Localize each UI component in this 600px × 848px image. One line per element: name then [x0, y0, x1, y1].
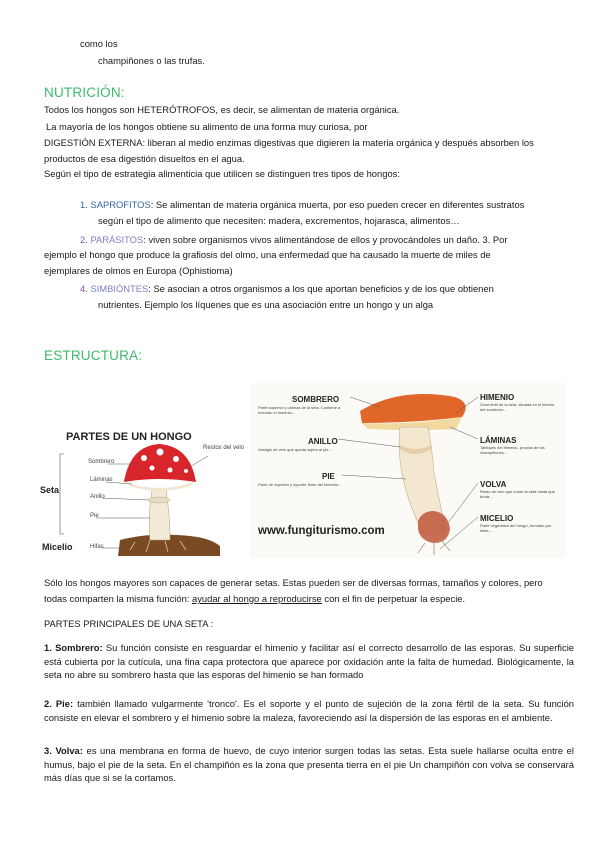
- label-micelio: MICELIO: [480, 514, 514, 523]
- label-seta: Seta: [40, 485, 60, 495]
- intro-line-2: champiñones o las trufas.: [98, 55, 205, 66]
- label-himenio: HIMENIO: [480, 393, 515, 402]
- list-text: : Se alimentan de materia orgánica muerta, por eso pueden crecer en diferentes sustratos: [150, 199, 525, 210]
- structure-p1b-post: con el fin de perpetuar la especie.: [321, 593, 466, 604]
- desc-himenio: Zona fértil de la seta, situada en el interior del sombrero...: [480, 402, 555, 412]
- nutrition-p2: La mayoría de los hongos obtiene su alimento de una forma muy curiosa, por: [46, 121, 368, 132]
- label-laminas: Láminas: [90, 477, 113, 483]
- part-pie-text: también llamado vulgarmente 'tronco'. Es el soporte y el punto de sujeción de la zona fértil de la seta. Su función consiste en elevar el sombrero y el himenio sobre la maleza, favoreciendo así la dispersión de las esporas en el ambiente.: [44, 698, 574, 723]
- label-restos-velo: Restos del velo: [203, 445, 245, 451]
- part-sombrero-title: 1. Sombrero:: [44, 642, 103, 653]
- list-item-parasitos-cont2: ejemplares de olmos en Europa (Ophistioma): [44, 265, 233, 276]
- intro-line-1: como los: [80, 38, 118, 49]
- structure-heading: ESTRUCTURA:: [44, 348, 143, 363]
- desc-volva: Resto de velo que cubre la seta hasta que brota...: [480, 489, 555, 499]
- label-laminas: LÁMINAS: [480, 436, 517, 445]
- part-volva-title: 3. Volva:: [44, 745, 83, 756]
- structure-p1b-pre: todas comparten la misma función:: [44, 593, 192, 604]
- desc-sombrero: Parte superior y cabeza de la seta. Contiene a menudo el himenio...: [258, 405, 341, 415]
- list-text: : viven sobre organismos vivos alimentándose de ellos y provocándoles un daño. 3. Por: [143, 234, 508, 245]
- list-title: SIMBIÓNTES: [90, 283, 149, 294]
- nutrition-p1: Todos los hongos son HETERÓTROFOS, es decir, se alimentan de materia orgánica.: [44, 104, 400, 115]
- list-item-saprofitos-cont: según el tipo de alimento que necesiten: madera, excrementos, hojarasca, alimentos…: [98, 215, 460, 226]
- desc-laminas: Tabiques del himenio, propios de los champiñones...: [480, 445, 545, 455]
- parts-title: PARTES PRINCIPALES DE UNA SETA :: [44, 618, 214, 629]
- list-number: 1.: [80, 199, 88, 210]
- list-item-simbiontes-cont: nutrientes. Ejemplo los líquenes que es una asociación entre un hongo y un alga: [98, 299, 434, 310]
- nutrition-p5: Según el tipo de estrategia alimenticia que utilicen se distinguen tres tipos de hongos:: [44, 168, 400, 179]
- label-micelio: Micelio: [42, 542, 73, 552]
- structure-p1b-underlined: ayudar al hongo a reproducirse: [192, 593, 322, 604]
- part-volva: [44, 744, 574, 785]
- fungiturismo-diagram: [250, 383, 565, 558]
- nutrition-p4: productos de esa digestión disueltos en el agua.: [44, 153, 245, 164]
- label-anillo: Anillo: [90, 494, 105, 500]
- label-sombrero: Sombrero: [88, 459, 115, 465]
- label-sombrero: SOMBRERO: [292, 395, 340, 404]
- desc-pie: Parte de sujeción y soporte firme del himenio...: [258, 482, 342, 487]
- part-sombrero: [44, 641, 574, 682]
- nutrition-heading: NUTRICIÓN:: [44, 85, 125, 100]
- list-item-parasitos-cont1: ejemplo el hongo que produce la grafiosis del olmo, una enfermedad que ha causado la muerte de miles de: [44, 249, 491, 260]
- label-volva: VOLVA: [480, 480, 507, 489]
- nutrition-p3: DIGESTIÓN EXTERNA: liberan al medio enzimas digestivas que digieren la materia orgánica y después absorben los: [44, 137, 534, 148]
- desc-micelio: Parte vegetativa del hongo, formado por hifas...: [480, 523, 552, 533]
- list-text: : Se asocian a otros organismos a los que aportan beneficios y de los que obtienen: [148, 283, 494, 294]
- list-item-saprofitos: [80, 198, 524, 212]
- label-anillo: ANILLO: [308, 437, 338, 446]
- structure-p1b: [44, 592, 465, 606]
- part-volva-text: es una membrana en forma de huevo, de cuyo interior surgen todas las setas. Esta suele hallarse oculta entre el humus, bajo el pie de la seta. En el champiñón es la zona que presenta tierra en el pie Un champiñón con volva se conservará más días que si se la cortamos.: [44, 745, 574, 784]
- list-title: PARÁSITOS: [90, 234, 144, 245]
- part-sombrero-text: Su función consiste en resguardar el himenio y facilitar así el correcto desarrollo de las esporas. Su superficie está cubierta por la cutícula, una fina capa protectora que aparece por oxidación ante la falta de humedad. Biológicamente, la seta no abre su sombrero hasta que las esporas del himenio se han formado: [44, 642, 575, 681]
- structure-p1a: Sólo los hongos mayores son capaces de generar setas. Estas pueden ser de diversas formas, tamaños y colores, pero: [44, 577, 543, 588]
- list-title: SAPROFITOS: [90, 199, 151, 210]
- list-number: 2.: [80, 234, 88, 245]
- site-url: www.fungiturismo.com: [258, 525, 385, 537]
- label-pie: PIE: [322, 472, 335, 481]
- list-item-parasitos: [80, 233, 508, 247]
- label-pie: Pie: [90, 513, 99, 519]
- list-item-simbiontes: [80, 282, 494, 296]
- label-hifas: Hifas: [90, 544, 104, 550]
- mushroom-parts-diagram: [40, 424, 245, 560]
- desc-anillo: Vestigio de velo que queda sujeto al pie...: [258, 447, 332, 452]
- part-pie: [44, 697, 574, 724]
- list-number: 4.: [80, 283, 88, 294]
- part-pie-title: 2. Pie:: [44, 698, 74, 709]
- diagram-title: PARTES DE UN HONGO: [66, 431, 192, 443]
